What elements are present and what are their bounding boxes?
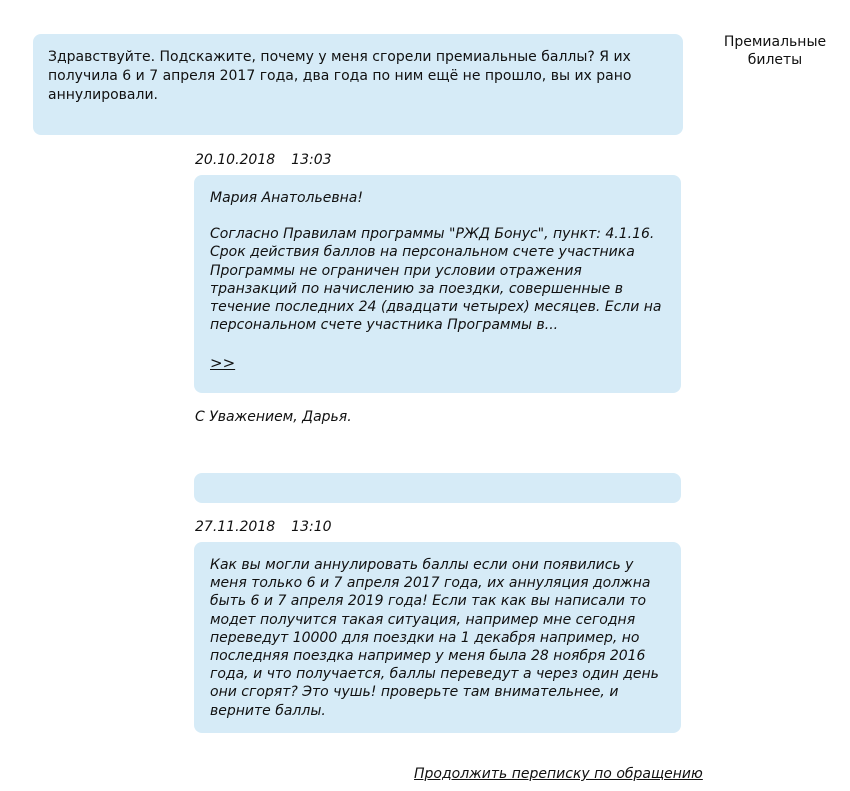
reply-time: 13:03 (291, 152, 332, 168)
premium-tickets-label: Премиальные билеты (723, 34, 827, 68)
reply-signature: С Уважением, Дарья. (195, 409, 352, 425)
support-reply-bubble (194, 175, 681, 393)
followup-text: Как вы могли аннулировать баллы если они появились у меня только 6 и 7 апреля 2017 года, их аннуляция должна быть 6 и 7 апреля 2019 года! Если так как вы написали то модет получится такая ситуация, например мне сегодня переведут 10000 для поездки на 1 декабря например, но последняя поездка например у меня была 28 ноября 2016 года, и что получается, баллы переведут а через один день они сгорят? Это чушь! проверьте там внимательнее, и верните баллы. (210, 557, 659, 719)
reply-greeting: Мария Анатольевна! (210, 190, 363, 206)
reply-meta (195, 152, 332, 168)
customer-message-text: Здравствуйте. Подскажите, почему у меня сгорели премиальные баллы? Я их получила 6 и 7 апреля 2017 года, два года по ним ещё не прошло, вы их рано аннулировали. (48, 49, 632, 103)
customer-followup-bubble (194, 542, 681, 733)
reply-body: Согласно Правилам программы "РЖД Бонус", пункт: 4.1.16. Срок действия баллов на персональном счете участника Программы не ограничен при условии отражения транзакций по начислению за поездки, совершенные в течение последних 24 (двадцати четырех) месяцев. Если на персональном счете участника Программы в... (210, 226, 662, 334)
continue-correspondence-link[interactable]: Продолжить переписку по обращению (414, 766, 703, 782)
second-message-date: 27.11.2018 (195, 519, 276, 535)
read-more-link[interactable]: >> (210, 354, 236, 373)
second-message-time: 13:10 (291, 519, 332, 535)
reply-date: 20.10.2018 (195, 152, 276, 168)
second-message-meta (195, 519, 332, 535)
customer-message-bubble (33, 34, 683, 135)
empty-message-bubble (194, 473, 681, 503)
